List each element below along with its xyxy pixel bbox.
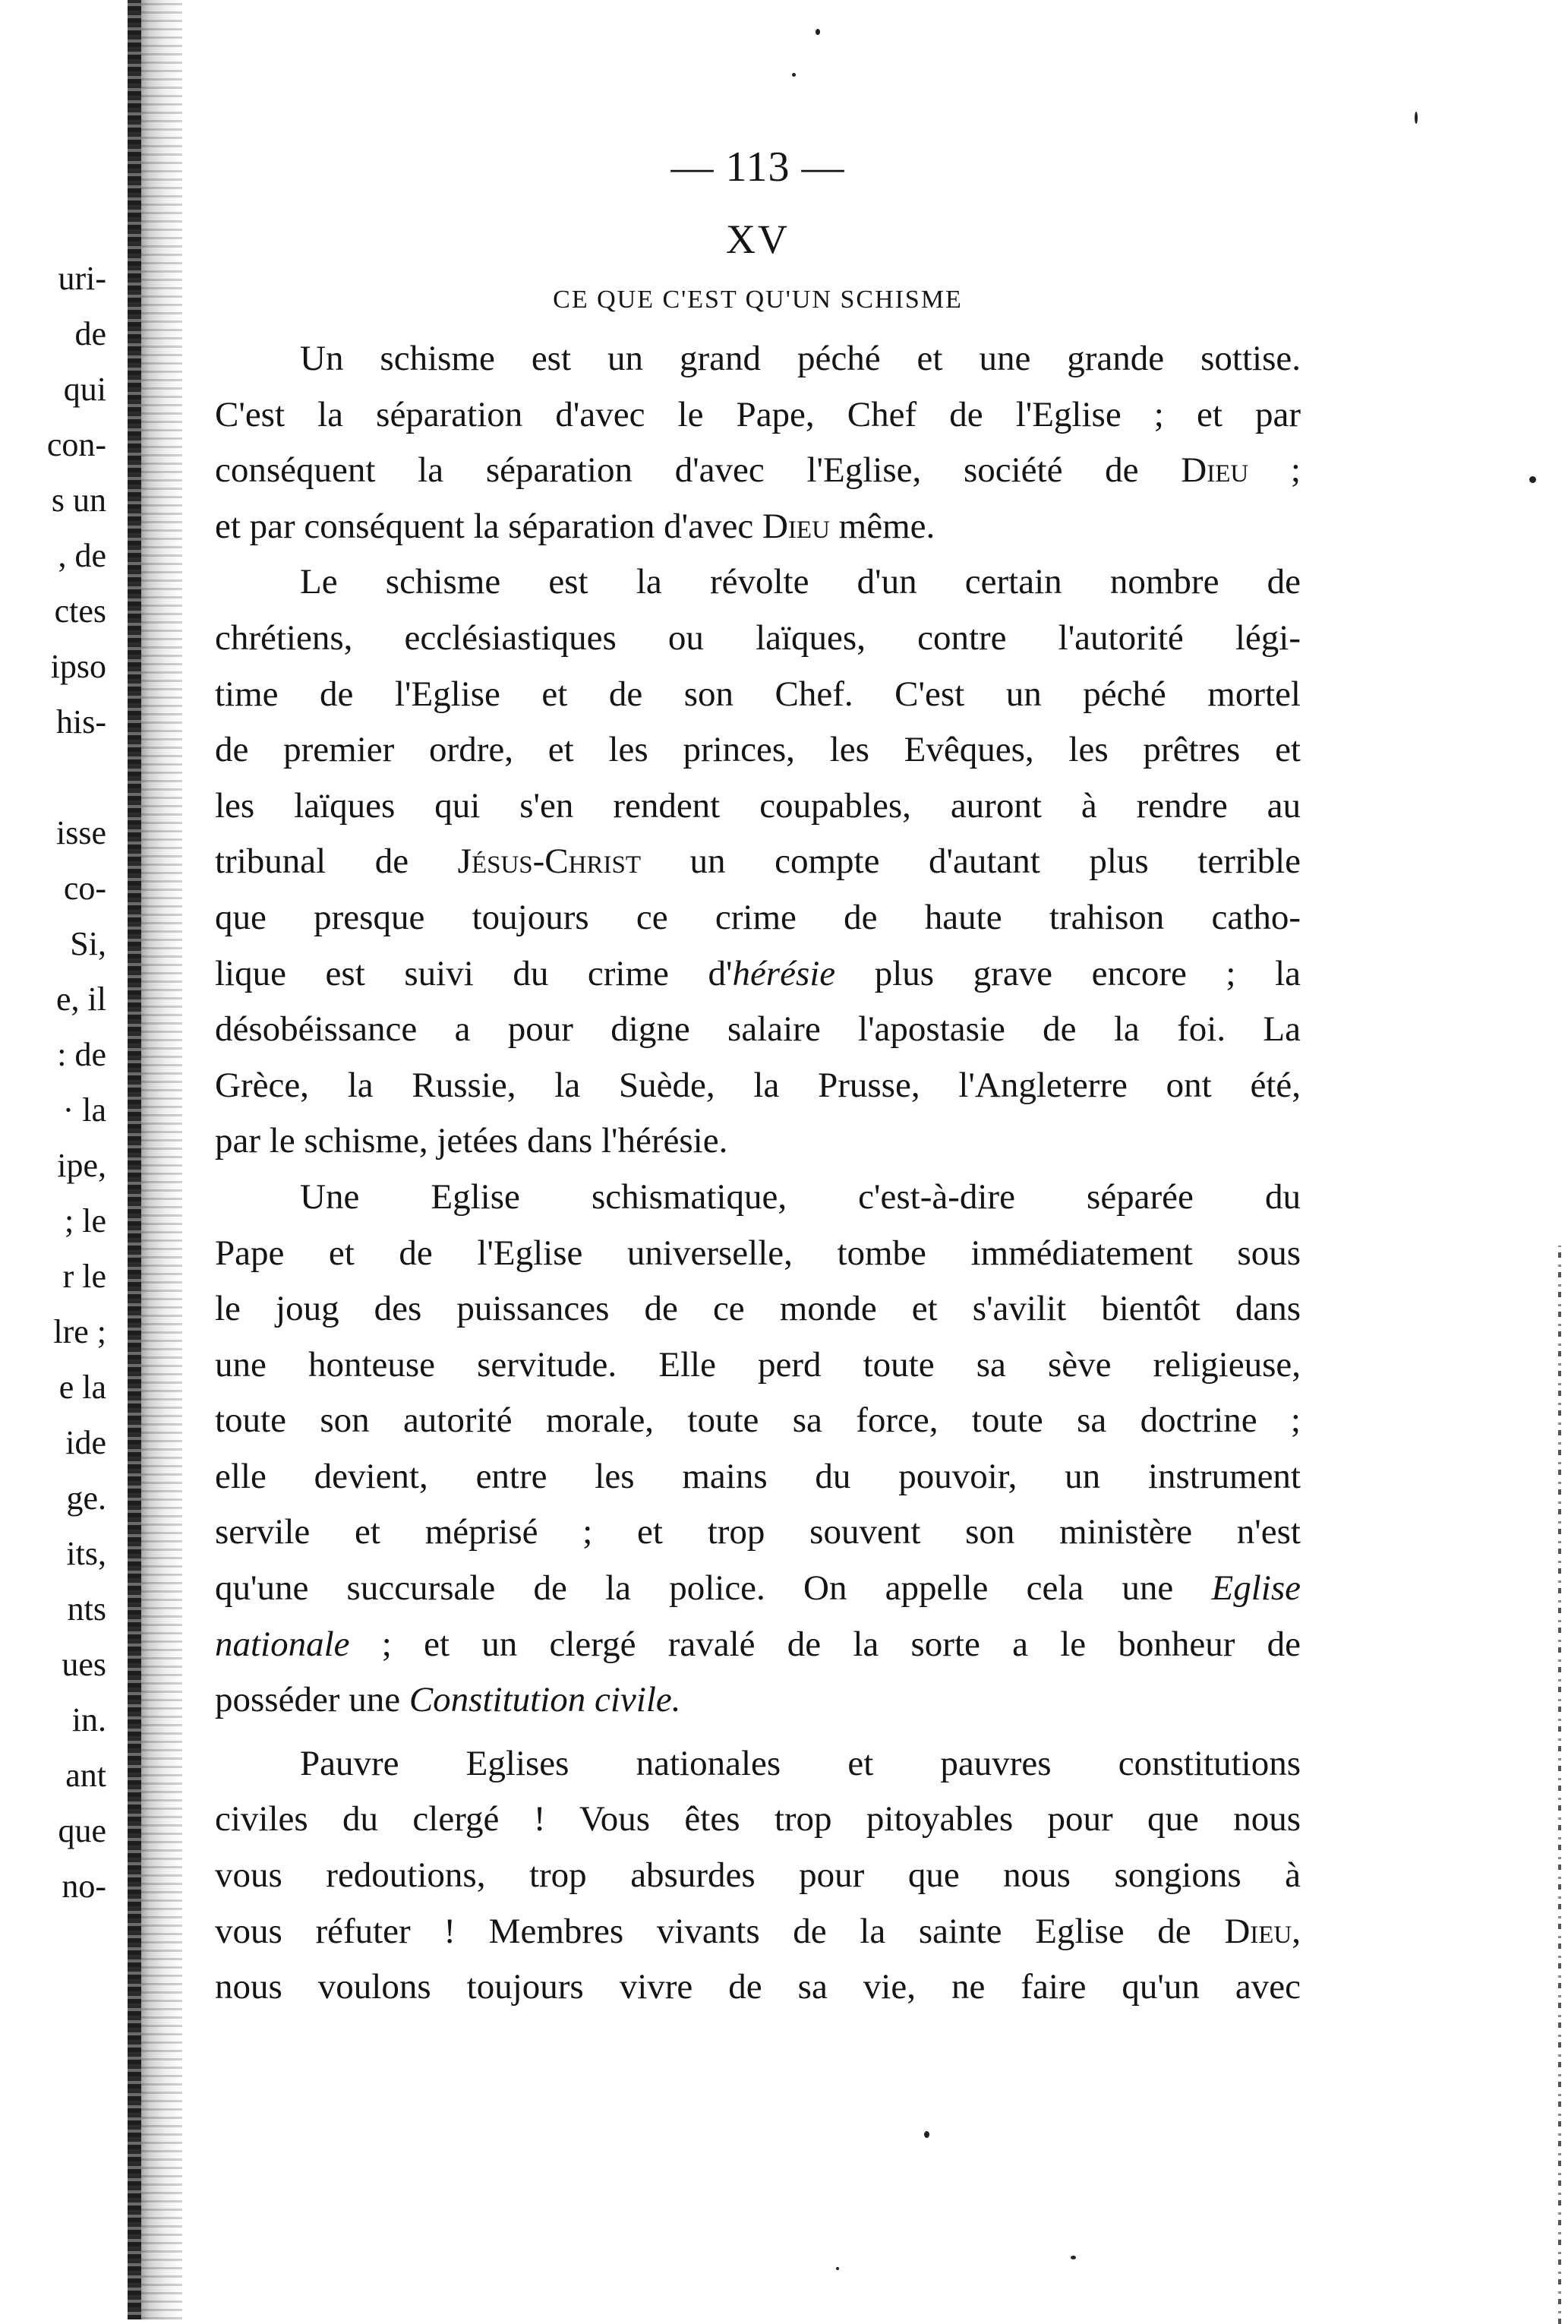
- text-line: les laïques qui s'en rendent coupables, auront à rendre au: [215, 785, 1301, 826]
- text-line: par le schisme, jetées dans l'hérésie.: [215, 1121, 728, 1161]
- book-gutter: [128, 0, 182, 2319]
- text-line: et par conséquent la séparation d'avec Dieu même.: [215, 506, 935, 546]
- facing-page-fragment: e, il: [56, 980, 106, 1018]
- facing-page-fragment: his-: [56, 703, 106, 740]
- facing-page-fragment: s un: [51, 482, 106, 519]
- book-page: [215, 129, 1301, 2016]
- paragraph: [215, 554, 1301, 1170]
- facing-page-fragment: in.: [71, 1701, 106, 1738]
- facing-page-fragment: nts: [67, 1590, 106, 1628]
- text-line: que presque toujours ce crime de haute trahison catho-: [215, 897, 1301, 937]
- facing-page-fragment: ipe,: [57, 1147, 106, 1184]
- facing-page-fragment: r le: [62, 1258, 106, 1295]
- text-line: Pape et de l'Eglise universelle, tombe immédiatement sous: [215, 1233, 1301, 1273]
- facing-page-fragment: ant: [65, 1757, 106, 1794]
- facing-page-fragment: , de: [58, 537, 106, 574]
- text-line: Pauvre Eglises nationales et pauvres constitutions: [300, 1743, 1301, 1783]
- facing-page-fragment: ipso: [50, 648, 106, 685]
- facing-page-fragment: [0, 750, 106, 805]
- facing-page-fragment: : de: [57, 1036, 106, 1073]
- text-line: le joug des puissances de ce monde et s'avilit bientôt dans: [215, 1289, 1301, 1329]
- chapter-number: XV: [726, 216, 790, 262]
- facing-page-fragment: de: [74, 315, 106, 352]
- paragraph: [215, 1170, 1301, 1729]
- text-line: désobéissance a pour digne salaire l'apostasie de la foi. La: [215, 1009, 1301, 1050]
- gutter-edge: [128, 0, 141, 2319]
- facing-page-fragment: co-: [63, 870, 106, 907]
- right-page-edge: [1558, 1246, 1561, 2324]
- text-line: nationale ; et un clergé ravalé de la sorte a le bonheur de: [215, 1624, 1301, 1664]
- facing-page-fragment: · la: [62, 1091, 106, 1129]
- paragraph: [215, 331, 1301, 554]
- facing-page-fragment: ide: [65, 1424, 106, 1461]
- text-line: Le schisme est la révolte d'un certain nombre de: [300, 562, 1301, 602]
- text-line: Grèce, la Russie, la Suède, la Prusse, l'Angleterre ont été,: [215, 1065, 1301, 1105]
- text-line: de premier ordre, et les princes, les Evêques, les prêtres et: [215, 730, 1301, 770]
- text-line: tribunal de Jésus-Christ un compte d'autant plus terrible: [215, 842, 1301, 882]
- facing-page-fragment: isse: [56, 814, 106, 851]
- facing-page-fragment: ; le: [65, 1202, 106, 1239]
- facing-page-fragment: its,: [66, 1535, 106, 1572]
- text-line: nous voulons toujours vivre de sa vie, ne faire qu'un avec: [215, 1967, 1301, 2007]
- facing-page-fragment: con-: [46, 426, 106, 463]
- text-line: C'est la séparation d'avec le Pape, Chef de l'Eglise ; et par: [215, 394, 1301, 434]
- facing-page-fragment: lre ;: [53, 1313, 106, 1350]
- facing-page-fragment: qui: [63, 371, 106, 408]
- text-line: civiles du clergé ! Vous êtes trop pitoyables pour que nous: [215, 1799, 1301, 1839]
- text-line: chrétiens, ecclésiastiques ou laïques, contre l'autorité légi-: [215, 617, 1301, 658]
- facing-page-fragment: uri-: [58, 260, 106, 297]
- scan-speck: [816, 29, 820, 35]
- scan-speck: [1415, 112, 1418, 124]
- text-line: toute son autorité morale, toute sa force, toute sa doctrine ;: [215, 1400, 1301, 1441]
- scan-speck: [924, 2131, 929, 2138]
- paragraph: [215, 1736, 1301, 2016]
- text-line: elle devient, entre les mains du pouvoir, un instrument: [215, 1456, 1301, 1496]
- text-line: vous réfuter ! Membres vivants de la sainte Eglise de Dieu,: [215, 1911, 1301, 1951]
- chapter-title: CE QUE C'EST QU'UN SCHISME: [553, 286, 963, 314]
- text-line: time de l'Eglise et de son Chef. C'est un péché mortel: [215, 674, 1301, 714]
- text-line: Un schisme est un grand péché et une grande sottise.: [300, 339, 1301, 378]
- facing-page-fragment: que: [58, 1812, 106, 1849]
- text-line: qu'une succursale de la police. On appelle cela une Eglise: [215, 1568, 1301, 1609]
- facing-page-fragment: ues: [62, 1646, 106, 1683]
- facing-page-fragment: Si,: [70, 925, 106, 962]
- facing-page-fragment: ge.: [66, 1479, 106, 1517]
- page-number: — 113 —: [670, 144, 845, 191]
- text-line: Une Eglise schismatique, c'est-à-dire séparée du: [300, 1176, 1301, 1217]
- text-line: une honteuse servitude. Elle perd toute sa sève religieuse,: [215, 1344, 1301, 1385]
- text-line: vous redoutions, trop absurdes pour que nous songions à: [215, 1855, 1301, 1896]
- facing-page-fragments: [0, 251, 106, 1914]
- text-line: lique est suivi du crime d'hérésie plus grave encore ; la: [215, 953, 1301, 993]
- scan-speck: [1529, 476, 1536, 483]
- scan-speck: [1071, 2256, 1076, 2259]
- text-line: conséquent la séparation d'avec l'Eglise, société de Dieu ;: [215, 450, 1301, 491]
- text-line: servile et méprisé ; et trop souvent son ministère n'est: [215, 1512, 1301, 1552]
- scan-speck: [792, 73, 796, 77]
- scan-speck: [836, 2267, 839, 2270]
- text-line: posséder une Constitution civile.: [215, 1680, 681, 1720]
- facing-page-fragment: e la: [58, 1369, 106, 1406]
- facing-page-fragment: ctes: [54, 592, 106, 630]
- facing-page-fragment: no-: [62, 1868, 106, 1905]
